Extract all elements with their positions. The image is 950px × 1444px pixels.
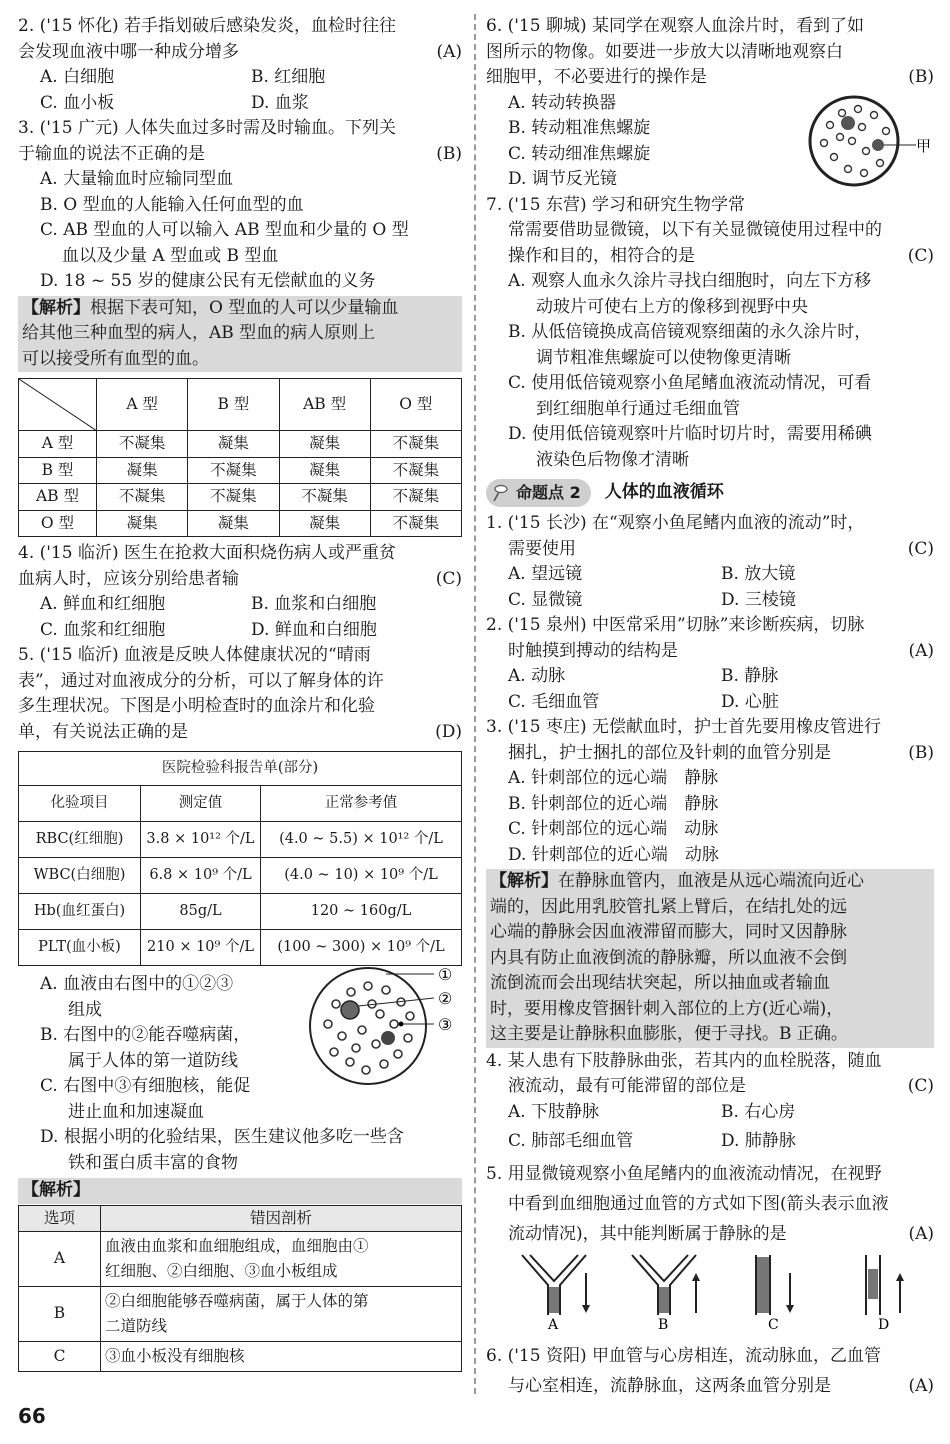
option: A. 血液由右图中的①②③ bbox=[40, 974, 234, 994]
options bbox=[486, 766, 934, 868]
analysis-text: 端的，因此用乳胶管扎紧上臂后，在结扎处的远 bbox=[490, 896, 847, 917]
option: B. O 型血的人能输入任何血型的血 bbox=[40, 194, 304, 215]
table-cell: 凝集 bbox=[97, 457, 188, 484]
options bbox=[18, 592, 462, 643]
table-cell: 不凝集 bbox=[370, 510, 461, 537]
table-cell: 凝集 bbox=[188, 431, 279, 458]
analysis-label: 【解析】 bbox=[22, 297, 90, 318]
table-row bbox=[19, 1287, 462, 1342]
question-stem: 3. ('15 枣庄) 无偿献血时，护士首先要用橡皮管进行 bbox=[486, 717, 882, 737]
table-cell: 不凝集 bbox=[97, 484, 188, 511]
table-cell: (100 ~ 300) × 10⁹ 个/L bbox=[261, 930, 462, 966]
option: C. 毛细血管 bbox=[508, 691, 600, 712]
option: D. 血浆 bbox=[251, 92, 309, 113]
analysis-text: 给其他三种血型的病人，AB 型血的病人原则上 bbox=[22, 323, 376, 343]
page-number: 66 bbox=[18, 1404, 46, 1428]
option: B. 转动粗准焦螺旋 bbox=[508, 118, 651, 138]
option: A. 动脉 bbox=[508, 666, 566, 686]
table-cell: B bbox=[19, 1287, 101, 1342]
analysis-box bbox=[18, 296, 462, 373]
pin-icon bbox=[490, 483, 510, 503]
diagonal-line bbox=[19, 379, 97, 431]
option: A. 望远镜 bbox=[508, 564, 583, 584]
question-stem: 6. ('15 资阳) 甲血管与心房相连，流动脉血，乙血管 bbox=[486, 1345, 882, 1366]
topic2-question-6 bbox=[486, 1341, 934, 1401]
answer: (D) bbox=[435, 721, 462, 742]
option: B. 放大镜 bbox=[721, 564, 796, 584]
report-title: 医院检验科报告单(部分) bbox=[19, 752, 462, 786]
topic2-question-1 bbox=[486, 511, 934, 613]
analysis-text: 时，要用橡皮管捆针刺入部位的上方(近心端)， bbox=[490, 998, 844, 1019]
options bbox=[486, 1100, 934, 1155]
table-cell: ③血小板没有细胞核 bbox=[101, 1342, 462, 1372]
table-cell: 不凝集 bbox=[370, 457, 461, 484]
table-cell: O 型 bbox=[19, 510, 97, 537]
option: C. 显微镜 bbox=[508, 589, 583, 610]
question-stem: 常需要借助显微镜，以下有关显微镜使用过程中的 bbox=[508, 220, 882, 240]
answer: (C) bbox=[907, 1076, 934, 1096]
question-stem: 5. 用显微镜观察小鱼尾鳍内的血液流动情况，在视野 bbox=[486, 1163, 882, 1184]
option: B. 红细胞 bbox=[251, 67, 326, 87]
table-cell: RBC(红细胞) bbox=[19, 822, 141, 858]
options bbox=[486, 562, 934, 613]
question-6 bbox=[486, 14, 934, 193]
table-header-row bbox=[19, 1205, 462, 1232]
table-cell: WBC(白细胞) bbox=[19, 858, 141, 894]
topic2-question-5 bbox=[486, 1159, 934, 1341]
table-header-row bbox=[19, 786, 462, 822]
table-cell: 不凝集 bbox=[370, 484, 461, 511]
vessel-flow-figure bbox=[486, 1249, 934, 1331]
table-header: B 型 bbox=[188, 379, 279, 431]
answer: (A) bbox=[908, 1375, 934, 1396]
option: D. 心脏 bbox=[721, 691, 779, 712]
table-cell: A 型 bbox=[19, 431, 97, 458]
option-continued: 到红细胞单行通过毛细血管 bbox=[536, 398, 740, 419]
topic2-question-3 bbox=[486, 715, 934, 1048]
analysis-text: 可以接受所有血型的血。 bbox=[22, 348, 209, 369]
analysis-box bbox=[18, 1178, 462, 1204]
answer: (A) bbox=[908, 640, 934, 661]
analysis-label: 【解析】 bbox=[22, 1180, 90, 1200]
question-3 bbox=[18, 116, 462, 537]
table-header: 正常参考值 bbox=[261, 786, 462, 822]
options bbox=[18, 972, 318, 1125]
lab-report-table bbox=[18, 751, 462, 966]
question-stem: 血病人时，应该分别给患者输 bbox=[18, 568, 239, 589]
left-column bbox=[18, 14, 462, 1372]
table-row bbox=[19, 484, 462, 511]
answer: (B) bbox=[436, 143, 462, 164]
option: A. 鲜血和红细胞 bbox=[40, 594, 166, 614]
option-continued: 调节粗准焦螺旋可以使物像更清晰 bbox=[536, 347, 791, 368]
figure-label: ② bbox=[438, 989, 453, 1008]
table-row bbox=[19, 894, 462, 930]
question-stem: 单，有关说法正确的是 bbox=[18, 721, 188, 742]
table-row bbox=[19, 930, 462, 966]
option: D. 肺静脉 bbox=[721, 1131, 796, 1151]
table-cell: 85g/L bbox=[141, 894, 261, 930]
analysis-box bbox=[486, 869, 934, 1048]
question-stem: 2. ('15 泉州) 中医常采用”切脉”来诊断疾病，切脉 bbox=[486, 615, 865, 635]
table-row bbox=[19, 457, 462, 484]
right-column bbox=[486, 14, 934, 1401]
question-stem: 中看到血细胞通过血管的方式如下图(箭头表示血液 bbox=[508, 1193, 889, 1214]
question-5 bbox=[18, 643, 462, 1372]
table-cell: (4.0 ~ 5.5) × 10¹² 个/L bbox=[261, 822, 462, 858]
question-stem: 时触摸到搏动的结构是 bbox=[508, 640, 678, 661]
option-continued: 动玻片可使右上方的像移到视野中央 bbox=[536, 296, 808, 317]
option: A. 白细胞 bbox=[40, 67, 115, 87]
option: B. 静脉 bbox=[721, 666, 779, 686]
analysis-text: 根据下表可知，O 型血的人可以少量输血 bbox=[90, 297, 399, 318]
table-row bbox=[19, 1342, 462, 1372]
question-stem: 于输血的说法不正确的是 bbox=[18, 143, 205, 164]
option: D. 三棱镜 bbox=[721, 589, 796, 610]
table-cell: 不凝集 bbox=[188, 457, 279, 484]
topic-title: 人体的血液循环 bbox=[604, 482, 724, 503]
question-stem: 3. ('15 广元) 人体失血过多时需及时输血。下列关 bbox=[18, 118, 397, 138]
table-cell: 210 × 10⁹ 个/L bbox=[141, 930, 261, 966]
table-cell: 凝集 bbox=[188, 510, 279, 537]
question-stem: 1. ('15 长沙) 在“观察小鱼尾鳍内血液的流动”时， bbox=[486, 513, 865, 533]
option: C. AB 型血的人可以输入 AB 型血和少量的 O 型 bbox=[40, 220, 409, 240]
option: C. 转动细准焦螺旋 bbox=[508, 143, 651, 164]
question-stem: 7. ('15 东营) 学习和研究生物学常 bbox=[486, 194, 746, 215]
answer: (A) bbox=[908, 1223, 934, 1244]
table-cell: 不凝集 bbox=[370, 431, 461, 458]
question-stem: 2. ('15 怀化) 若手指划破后感染发炎，血检时往往 bbox=[18, 16, 397, 36]
table-header: AB 型 bbox=[279, 379, 370, 431]
analysis-text: 流倒流而会出现结状突起，所以抽血或者输血 bbox=[490, 973, 830, 993]
table-row bbox=[19, 822, 462, 858]
topic-header bbox=[486, 479, 934, 507]
analysis-text: 在静脉血管内，血液是从远心端流向近心 bbox=[558, 871, 864, 891]
question-stem: 5. ('15 临沂) 血液是反映人体健康状况的“晴雨 bbox=[18, 645, 371, 665]
question-7 bbox=[486, 193, 934, 474]
microscope-view-figure bbox=[804, 93, 934, 189]
question-4 bbox=[18, 541, 462, 643]
table-cell: B 型 bbox=[19, 457, 97, 484]
table-corner-cell bbox=[19, 379, 97, 431]
question-stem: 捆扎，护士捆扎的部位及针刺的血管分别是 bbox=[508, 742, 831, 763]
figure-label: ① bbox=[438, 965, 453, 984]
option: D. 调节反光镜 bbox=[508, 169, 617, 189]
table-header: A 型 bbox=[97, 379, 188, 431]
answer: (A) bbox=[436, 41, 462, 62]
column-divider bbox=[474, 14, 476, 1394]
option: B. 右心房 bbox=[721, 1101, 796, 1122]
option-continued: 液染色后物像才清晰 bbox=[536, 449, 689, 470]
analysis-table bbox=[18, 1205, 462, 1373]
option: A. 大量输血时应输同型血 bbox=[40, 169, 234, 189]
option: C. 肺部毛细血管 bbox=[508, 1131, 634, 1151]
options bbox=[18, 65, 462, 116]
table-header: 测定值 bbox=[141, 786, 261, 822]
analysis-text: 这主要是让静脉积血膨胀，便于寻找。B 正确。 bbox=[490, 1024, 848, 1044]
question-stem: 与心室相连，流静脉血，这两条血管分别是 bbox=[508, 1375, 831, 1396]
question-stem: 4. ('15 临沂) 医生在抢救大面积烧伤病人或严重贫 bbox=[18, 543, 397, 563]
options-with-figure bbox=[486, 91, 934, 193]
figure-label: B bbox=[658, 1316, 669, 1331]
table-cell: AB 型 bbox=[19, 484, 97, 511]
table-header: O 型 bbox=[370, 379, 461, 431]
table-cell: 不凝集 bbox=[97, 431, 188, 458]
table-header: 错因剖析 bbox=[101, 1205, 462, 1232]
table-cell: 3.8 × 10¹² 个/L bbox=[141, 822, 261, 858]
table-header: 化验项目 bbox=[19, 786, 141, 822]
figure-label: 甲 bbox=[916, 136, 932, 155]
table-cell: 不凝集 bbox=[188, 484, 279, 511]
question-stem: 液流动，最有可能滞留的部位是 bbox=[508, 1076, 746, 1096]
topic-label: 命题点 2 bbox=[516, 483, 581, 502]
answer: (C) bbox=[907, 245, 934, 266]
question-stem: 6. ('15 聊城) 某同学在观察人血涂片时，看到了如 bbox=[486, 16, 865, 36]
option: C. 使用低倍镜观察小鱼尾鳍血液流动情况，可看 bbox=[508, 373, 872, 393]
table-cell: A bbox=[19, 1232, 101, 1287]
option: B. 针刺部位的近心端 静脉 bbox=[508, 793, 719, 814]
option: C. 血浆和红细胞 bbox=[40, 619, 166, 640]
table-cell: 凝集 bbox=[279, 510, 370, 537]
option: A. 转动转换器 bbox=[508, 92, 617, 113]
option-continued: 组成 bbox=[68, 999, 102, 1020]
table-cell: 血液由血浆和血细胞组成，血细胞由① 红细胞、②白细胞、③血小板组成 bbox=[101, 1232, 462, 1287]
question-stem: 4. 某人患有下肢静脉曲张，若其内的血栓脱落，随血 bbox=[486, 1050, 882, 1071]
table-row bbox=[19, 1232, 462, 1287]
question-stem: 需要使用 bbox=[508, 538, 576, 559]
option: A. 针刺部位的远心端 静脉 bbox=[508, 768, 719, 788]
question-stem: 表”，通过对血液成分的分析，可以了解身体的许 bbox=[18, 670, 384, 691]
table-cell: 凝集 bbox=[279, 457, 370, 484]
option: C. 右图中③有细胞核，能促 bbox=[40, 1076, 251, 1096]
table-row bbox=[19, 510, 462, 537]
answer: (B) bbox=[908, 67, 934, 87]
blood-smear-figure bbox=[306, 964, 462, 1094]
option: D. 鲜血和白细胞 bbox=[251, 619, 377, 640]
options bbox=[18, 1125, 462, 1176]
table-cell: 120 ~ 160g/L bbox=[261, 894, 462, 930]
option-continued: 进止血和加速凝血 bbox=[68, 1101, 204, 1122]
option: B. 从低倍镜换成高倍镜观察细菌的永久涂片时， bbox=[508, 322, 872, 342]
table-cell: 凝集 bbox=[279, 431, 370, 458]
table-cell: 不凝集 bbox=[279, 484, 370, 511]
table-cell: 6.8 × 10⁹ 个/L bbox=[141, 858, 261, 894]
table-header-row bbox=[19, 379, 462, 431]
table-cell: Hb(血红蛋白) bbox=[19, 894, 141, 930]
option: C. 针刺部位的远心端 动脉 bbox=[508, 819, 719, 839]
options bbox=[486, 664, 934, 715]
question-stem: 会发现血液中哪一种成分增多 bbox=[18, 41, 239, 62]
analysis-label: 【解析】 bbox=[490, 871, 558, 891]
answer: (C) bbox=[907, 538, 934, 559]
topic2-question-2 bbox=[486, 613, 934, 715]
answer: (C) bbox=[435, 568, 462, 589]
option-continued: 血以及少量 A 型血或 B 型血 bbox=[62, 245, 279, 266]
option: D. 18 ~ 55 岁的健康公民有无偿献血的义务 bbox=[40, 271, 376, 291]
table-cell: (4.0 ~ 10) × 10⁹ 个/L bbox=[261, 858, 462, 894]
option: D. 根据小明的化验结果，医生建议他多吃一些含 bbox=[40, 1127, 404, 1147]
question-stem: 操作和目的，相符合的是 bbox=[508, 245, 695, 266]
option-continued: 铁和蛋白质丰富的食物 bbox=[68, 1152, 238, 1173]
option: A. 下肢静脉 bbox=[508, 1101, 600, 1122]
option: D. 使用低倍镜观察叶片临时切片时，需要用稀碘 bbox=[508, 424, 872, 444]
option: A. 观察人血永久涂片寻找白细胞时，向左下方移 bbox=[508, 271, 872, 291]
option: C. 血小板 bbox=[40, 92, 115, 113]
table-row bbox=[19, 431, 462, 458]
options bbox=[486, 269, 934, 473]
option: B. 血浆和白细胞 bbox=[251, 594, 377, 614]
options-with-figure bbox=[18, 965, 462, 1125]
analysis-text: 心端的静脉会因血液滞留而膨大，同时又因静脉 bbox=[490, 922, 847, 942]
topic2-question-4 bbox=[486, 1049, 934, 1155]
question-stem: 多生理状况。下图是小明检查时的血涂片和化验 bbox=[18, 696, 375, 716]
table-cell: 凝集 bbox=[97, 510, 188, 537]
question-stem: 图所示的物像。如要进一步放大以清晰地观察白 bbox=[486, 41, 843, 62]
table-cell: PLT(血小板) bbox=[19, 930, 141, 966]
table-header: 选项 bbox=[19, 1205, 101, 1232]
blood-type-table bbox=[18, 378, 462, 537]
table-cell: C bbox=[19, 1342, 101, 1372]
options bbox=[18, 167, 462, 295]
analysis-text: 内具有防止血液倒流的静脉瓣，所以血液不会倒 bbox=[490, 947, 847, 968]
table-row bbox=[19, 858, 462, 894]
question-stem: 流动情况)，其中能判断属于静脉的是 bbox=[508, 1223, 787, 1244]
figure-label: A bbox=[548, 1316, 559, 1331]
figure-label: ③ bbox=[438, 1015, 453, 1034]
option: D. 针刺部位的近心端 动脉 bbox=[508, 844, 719, 865]
topic-badge bbox=[486, 479, 591, 507]
table-cell: ②白细胞能够吞噬病菌，属于人体的第 二道防线 bbox=[101, 1287, 462, 1342]
answer: (B) bbox=[908, 742, 934, 763]
option: B. 右图中的②能吞噬病菌， bbox=[40, 1025, 251, 1045]
figure-label: D bbox=[878, 1316, 890, 1331]
question-2 bbox=[18, 14, 462, 116]
option-continued: 属于人体的第一道防线 bbox=[68, 1050, 238, 1071]
figure-label: C bbox=[768, 1316, 779, 1331]
question-stem: 细胞甲，不必要进行的操作是 bbox=[486, 67, 707, 87]
